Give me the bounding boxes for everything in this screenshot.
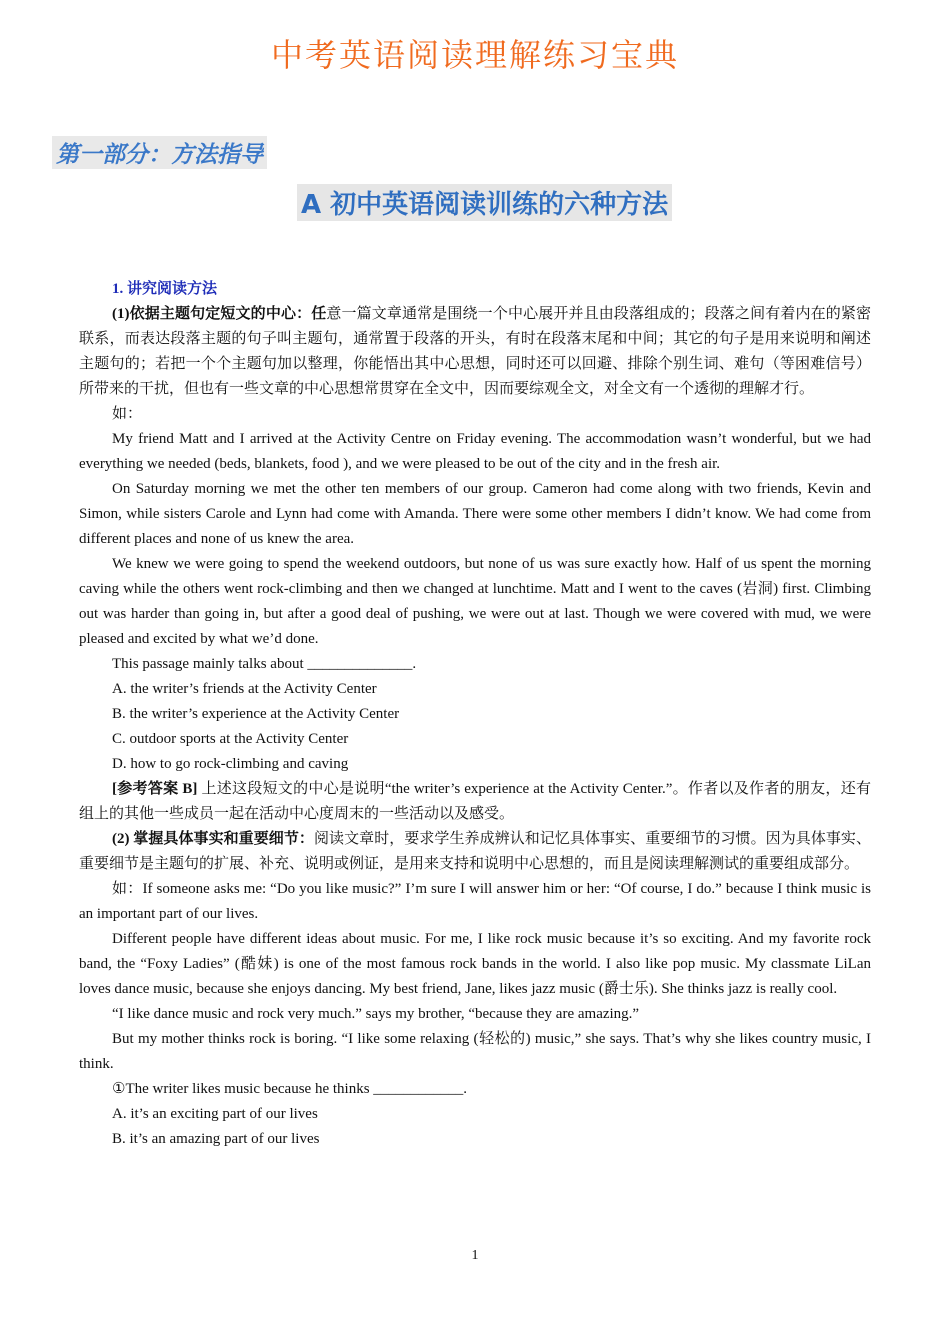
answer-option: B. the writer’s experience at the Activity Center bbox=[112, 706, 400, 722]
question-stem: This passage mainly talks about ______________. bbox=[112, 656, 417, 672]
method-2-text: 阅读文章时，要求学生养成辨认和记忆具体事实、重要细节的习惯。因为具体事实、重要细节是主题句的扩展、补充、说明或例证，是用来支持和说明中心思想的，而且是阅读理解测试的重要组成部分。 bbox=[79, 831, 871, 872]
answer-option: D. how to go rock-climbing and caving bbox=[112, 756, 349, 772]
passage-paragraph: “I like dance music and rock very much.” says my brother, “because they are amazing.” bbox=[112, 1006, 640, 1022]
answer-option: C. outdoor sports at the Activity Center bbox=[112, 731, 349, 747]
answer-option: A. the writer’s friends at the Activity Center bbox=[112, 681, 377, 697]
passage-paragraph: Different people have different ideas about music. For me, I like rock music because it’s so exciting. And my favorite rock band, the “Foxy Ladies” (酷妹) is one of the most famous rock bands in the world. I also like pop music. My classmate LiLan loves dance music, because she enjoys dancing. My best friend, Jane, likes jazz music (爵士乐). She thinks jazz is really cool. bbox=[79, 931, 871, 997]
page-number: 1 bbox=[471, 1248, 479, 1263]
answer-label: [参考答案 B] bbox=[112, 781, 198, 797]
example-intro: 如：If someone asks me: “Do you like music?” I’m sure I will answer him or her: “Of course, I do.” because I think music is an important part of our lives. bbox=[79, 881, 871, 922]
example-label: 如： bbox=[112, 406, 143, 422]
answer-text: 上述这段短文的中心是说明“the writer’s experience at the Activity Center.”。作者以及作者的朋友，还有组上的其他一些成员一起在活动中心度周末的一些活动以及感受。 bbox=[79, 781, 871, 822]
passage-paragraph: But my mother thinks rock is boring. “I like some relaxing (轻松的) music,” she says. That’s why she likes country music, I think. bbox=[79, 1031, 871, 1072]
answer-explanation bbox=[79, 777, 871, 827]
subsection-heading: 1. 讲究阅读方法 bbox=[112, 281, 218, 297]
section-heading: A 初中英语阅读训练的六种方法 bbox=[297, 184, 672, 221]
answer-option: B. it’s an amazing part of our lives bbox=[112, 1131, 320, 1147]
part-heading: 第一部分：方法指导 bbox=[52, 136, 267, 169]
method-2-paragraph bbox=[79, 827, 871, 877]
document-title: 中考英语阅读理解练习宝典 bbox=[270, 36, 679, 74]
question-stem: ①The writer likes music because he thinks ____________. bbox=[112, 1081, 468, 1097]
passage-paragraph: My friend Matt and I arrived at the Activity Centre on Friday evening. The accommodation wasn’t wonderful, but we had everything we needed (beds, blankets, food ), and we were pleased to be out of the city and in the fresh air. bbox=[79, 431, 871, 472]
method-2-label: (2) 掌握具体事实和重要细节： bbox=[112, 831, 314, 847]
document-body bbox=[79, 277, 871, 1152]
answer-option: A. it’s an exciting part of our lives bbox=[112, 1106, 318, 1122]
passage-paragraph: We knew we were going to spend the weekend outdoors, but none of us was sure exactly how. Half of us spent the morning caving while the others went rock-climbing and then we changed at lunchtime. Matt and I went to the caves (岩洞) first. Climbing out was harder than going in, but after a good deal of pushing, we were out at last. Though we were covered with mud, we were pleased and excited by what we’d done. bbox=[79, 556, 871, 647]
method-1-text: 意一篇文章通常是围绕一个中心展开并且由段落组成的；段落之间有着内在的紧密联系，而表达段落主题的句子叫主题句，通常置于段落的开头，有时在段落末尾和中间；其它的句子是用来说明和阐述主题句的；若把一个个主题句加以整理，你能悟出其中心思想，同时还可以回避、排除个别生词、难句（等困难信号）所带来的干扰，但也有一些文章的中心思想常贯穿在全文中，因而要综观全文，对全文有一个透彻的理解才行。 bbox=[79, 306, 871, 397]
method-1-paragraph bbox=[79, 302, 871, 402]
method-1-label: (1)依据主题句定短文的中心：任 bbox=[112, 306, 327, 322]
passage-paragraph: On Saturday morning we met the other ten members of our group. Cameron had come along with two friends, Kevin and Simon, while sisters Carole and Lynn had come with Amanda. There were some other members I didn’t know. We had come from different places and none of us knew the area. bbox=[79, 481, 871, 547]
